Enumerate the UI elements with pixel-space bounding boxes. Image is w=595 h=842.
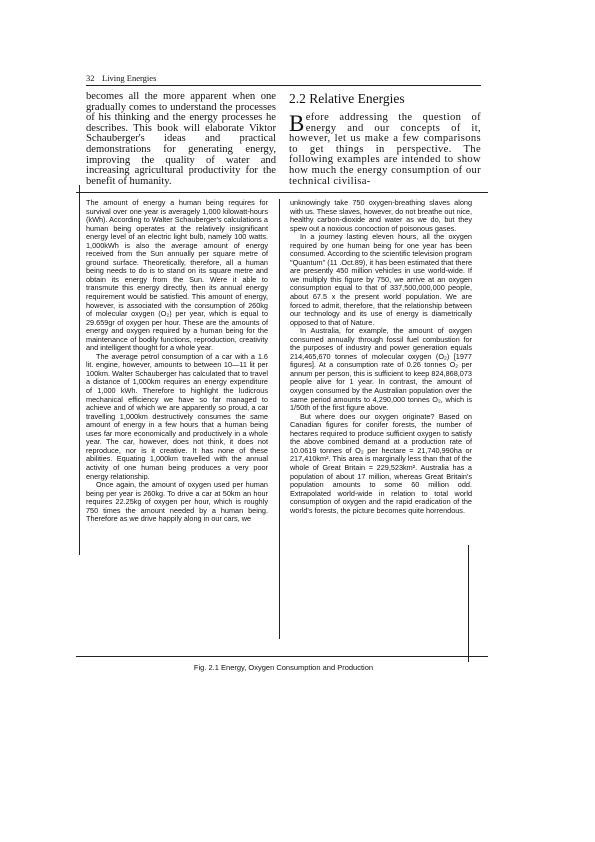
figure-top-rule: [76, 192, 488, 193]
figure-right-rule: [468, 545, 469, 662]
running-title: Living Energies: [102, 73, 157, 83]
figure-right-paragraph: In a journey lasting eleven hours, all the oxygen required by one human being for one year has been consumed. According to the scientific television program "Quantum" (11 .Oct.89), it has been estimated that there are presently 450 million vehicles in use world-wide. If we multiply this figure by 750, we arrive at an oxygen consumption equal to that of 337,500,000,000 people, about 67.5 x the present world population. We are forced to admit, therefore, that the relationship between our technology and its use of energy is diametrically opposed to that of Nature.: [290, 232, 472, 327]
figure-left-paragraph: The amount of energy a human being requires for survival over one year is averagely 1,000 kilowatt-hours (kWh). According to Walter Schauberger's calculations a human being operates at the relatively insignificant energy level of an electric light bulb, namely 100 watts. 1,000kWh is also the average amount of energy received from the Sun annually per square metre of ground surface. Theoretically, therefore, all a human being needs to do is to stand on its square metre and obtain its energy from the Sun. Were it able to transmute this energy directly, then its annual energy requirement would be satisfied. This amount of energy, however, is associated with the consumption of 260kg of molecular oxygen (O₂) per year, which is equal to 29.659gr of oxygen per hour. These are the amounts of energy and oxygen required by a human being for the maintenance of bodily functions, reproduction, creativity and intelligent thought for a whole year.: [86, 198, 268, 353]
figure-column-divider: [279, 199, 280, 639]
figure-caption: Fig. 2.1 Energy, Oxygen Consumption and Production: [193, 663, 374, 672]
section-paragraph-text: efore addressing the question of energy and our concepts of it, however, let us make a few comparisons to get things in perspective. The following examples are intended to show how much the energy consumption of our technical civilisa-: [289, 112, 481, 187]
figure-right-paragraph: unknowingly take 750 oxygen-breathing slaves along with us. These slaves, however, do not breathe out nice, healthy carbon-dioxide and water as we do, but they spew out a noxious concoction of poisonous gases.: [290, 198, 472, 233]
section-relative-energies: [289, 91, 481, 187]
figure-bottom-rule: [76, 656, 488, 657]
page-number: 32: [86, 73, 95, 83]
figure-left-paragraph: Once again, the amount of oxygen used per human being per year is 260kg. To drive a car at 50km an hour requires 22.25kg of oxygen per hour, which is roughly 750 times the amount needed by a human being. Therefore as we drive happily along in our cars, we: [86, 480, 268, 524]
figure-left-paragraph: The average petrol consumption of a car with a 1.6 lit. engine, however, amounts to between 10—11 lit per 100km. Walter Schauberger has calculated that to travel a distance of 1,000km requires an energy expenditure of 1,000 kWh. Therefore to highlight the ludicrous mechanical efficiency we have so far managed to achieve and of which we are apparently so proud, a car travelling 1,000km destructively consumes the same amount of energy in a few hours that a human being uses far more economically and productively in a whole year. The car, however, does not think, it does not reproduce, nor is it creative. It has none of these abilities. Equating 1,000km travelled with the annual activity of one human being produces a very poor energy relationship.: [86, 351, 268, 481]
figure-left-column: [86, 199, 268, 524]
section-paragraph: [289, 113, 481, 187]
drop-cap: B: [289, 111, 305, 136]
figure-right-paragraph: In Australia, for example, the amount of oxygen consumed annually through fossil fuel combustion for the purposes of industry and power generation equals 214,465,670 tonnes of molecular oxygen (O₂) [1977 figures]. At a consumption rate of 0.26 tonnes O₂ per annum per person, this is sufficient to keep 824,868,073 people alive for 1 year. In contrast, the amount of oxygen consumed by the Australian population over the same period amounts to 4,290,000 tonnes O₂, which is 1/50th of the first figure above.: [290, 326, 472, 413]
figure-right-column: [290, 199, 472, 515]
intro-paragraph: becomes all the more apparent when one gradually comes to understand the processes of his thinking and the energy processes he describes. This book will elaborate Viktor Schauberger's ideas and practical demonstrations for generating energy, improving the quality of water and increasing agricultural productivity for the benefit of humanity.: [86, 91, 276, 187]
running-header: [86, 73, 481, 86]
figure-right-paragraph: But where does our oxygen originate? Based on Canadian figures for conifer forests, the number of hectares required to produce sufficient oxygen to satisfy the above combined demand at a production rate of 10.0619 tonnes of O₂ per hectare = 21,740,990ha or 217,410km². This area is marginally less than that of the whole of Great Britain = 229,523km². Australia has a population of about 17 million, whereas Great Britain's population amounts to some 60 million odd. Extrapolated world-wide in relation to total world consumption of oxygen and the rapid eradication of the world's forests, the picture becomes quite horrendous.: [290, 411, 472, 515]
figure-left-rule: [79, 185, 80, 555]
section-heading: 2.2 Relative Energies: [289, 91, 405, 106]
